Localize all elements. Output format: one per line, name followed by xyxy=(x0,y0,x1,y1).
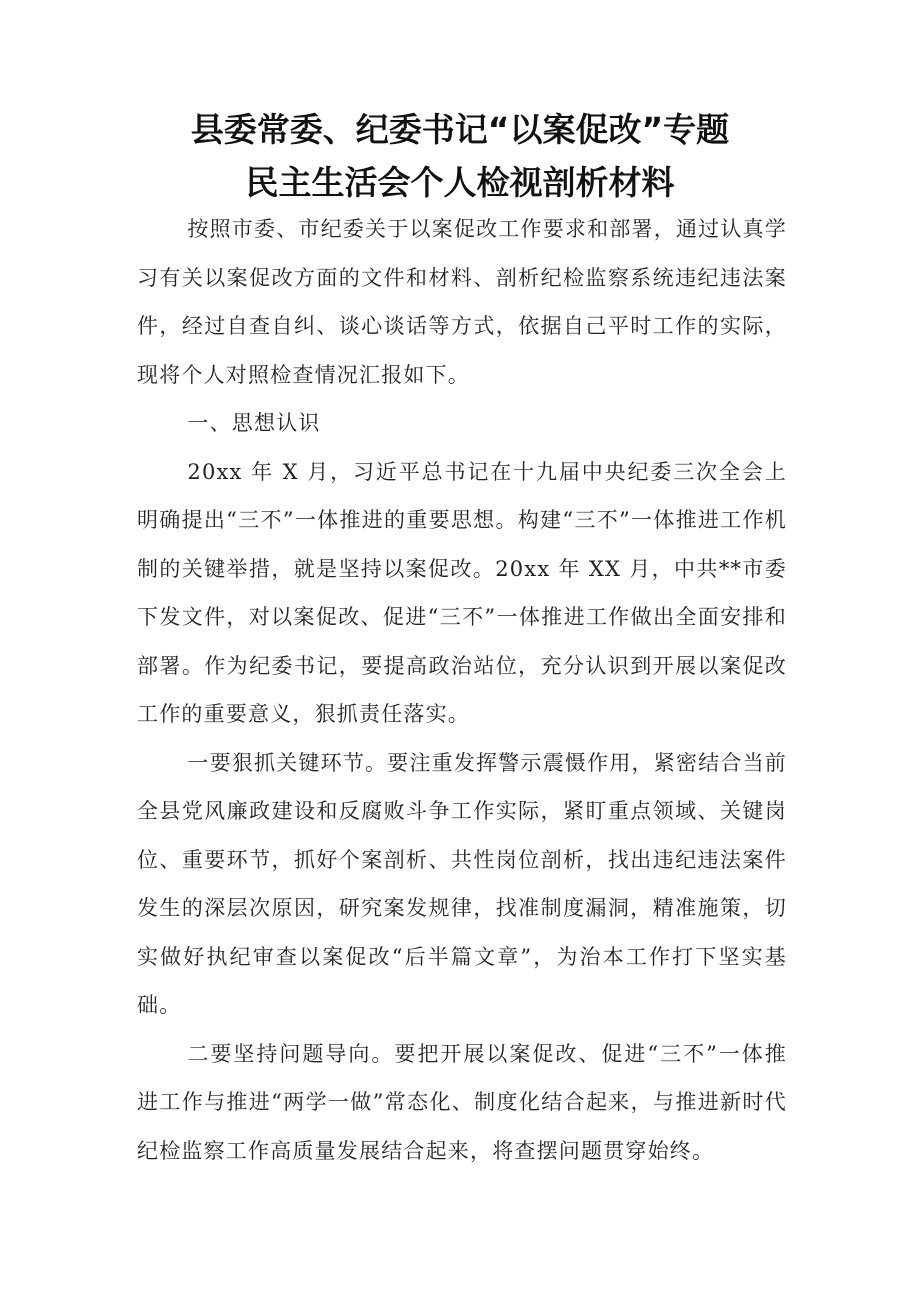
paragraph-thinking: 20xx 年 X 月，习近平总书记在十九届中央纪委三次全会上明确提出“三不”一体推进的重要思想。构建“三不”一体推进工作机制的关键举措，就是坚持以案促改。20xx 年 XX 月，中共**市委下发文件，对以案促改、促进“三不”一体推进工作做出全面安排和部署。作为纪委书记，要提高政治站位，充分认识到开展以案促改工作的重要意义，狠抓责任落实。 xyxy=(137,459,787,726)
section-heading-thinking: 一、思想认识 xyxy=(187,411,321,435)
paragraph-intro: 按照市委、市纪委关于以案促改工作要求和部署，通过认真学习有关以案促改方面的文件和材料、剖析纪检监察系统违纪违法案件，经过自查自纠、谈心谈话等方式，依据自己平时工作的实际，现将个人对照检查情况汇报如下。 xyxy=(137,217,787,387)
paragraph-problem-orientation: 二要坚持问题导向。要把开展以案促改、促进“三不”一体推进工作与推进“两学一做”常态化、制度化结合起来，与推进新时代纪检监察工作高质量发展结合起来，将查摆问题贯穿始终。 xyxy=(137,1041,787,1163)
paragraph-key-links: 一要狠抓关键环节。要注重发挥警示震慑作用，紧密结合当前全县党风廉政建设和反腐败斗争工作实际，紧盯重点领域、关键岗位、重要环节，抓好个案剖析、共性岗位剖析，找出违纪违法案件发生的深层次原因，研究案发规律，找准制度漏洞，精准施策，切实做好执纪审查以案促改“后半篇文章”，为治本工作打下坚实基础。 xyxy=(137,750,787,1017)
document-title-line-1: 县委常委、纪委书记“以案促改”专题 xyxy=(190,110,730,149)
document-title-line-2: 民主生活会个人检视剖析材料 xyxy=(245,163,675,202)
document-body xyxy=(137,205,787,1175)
